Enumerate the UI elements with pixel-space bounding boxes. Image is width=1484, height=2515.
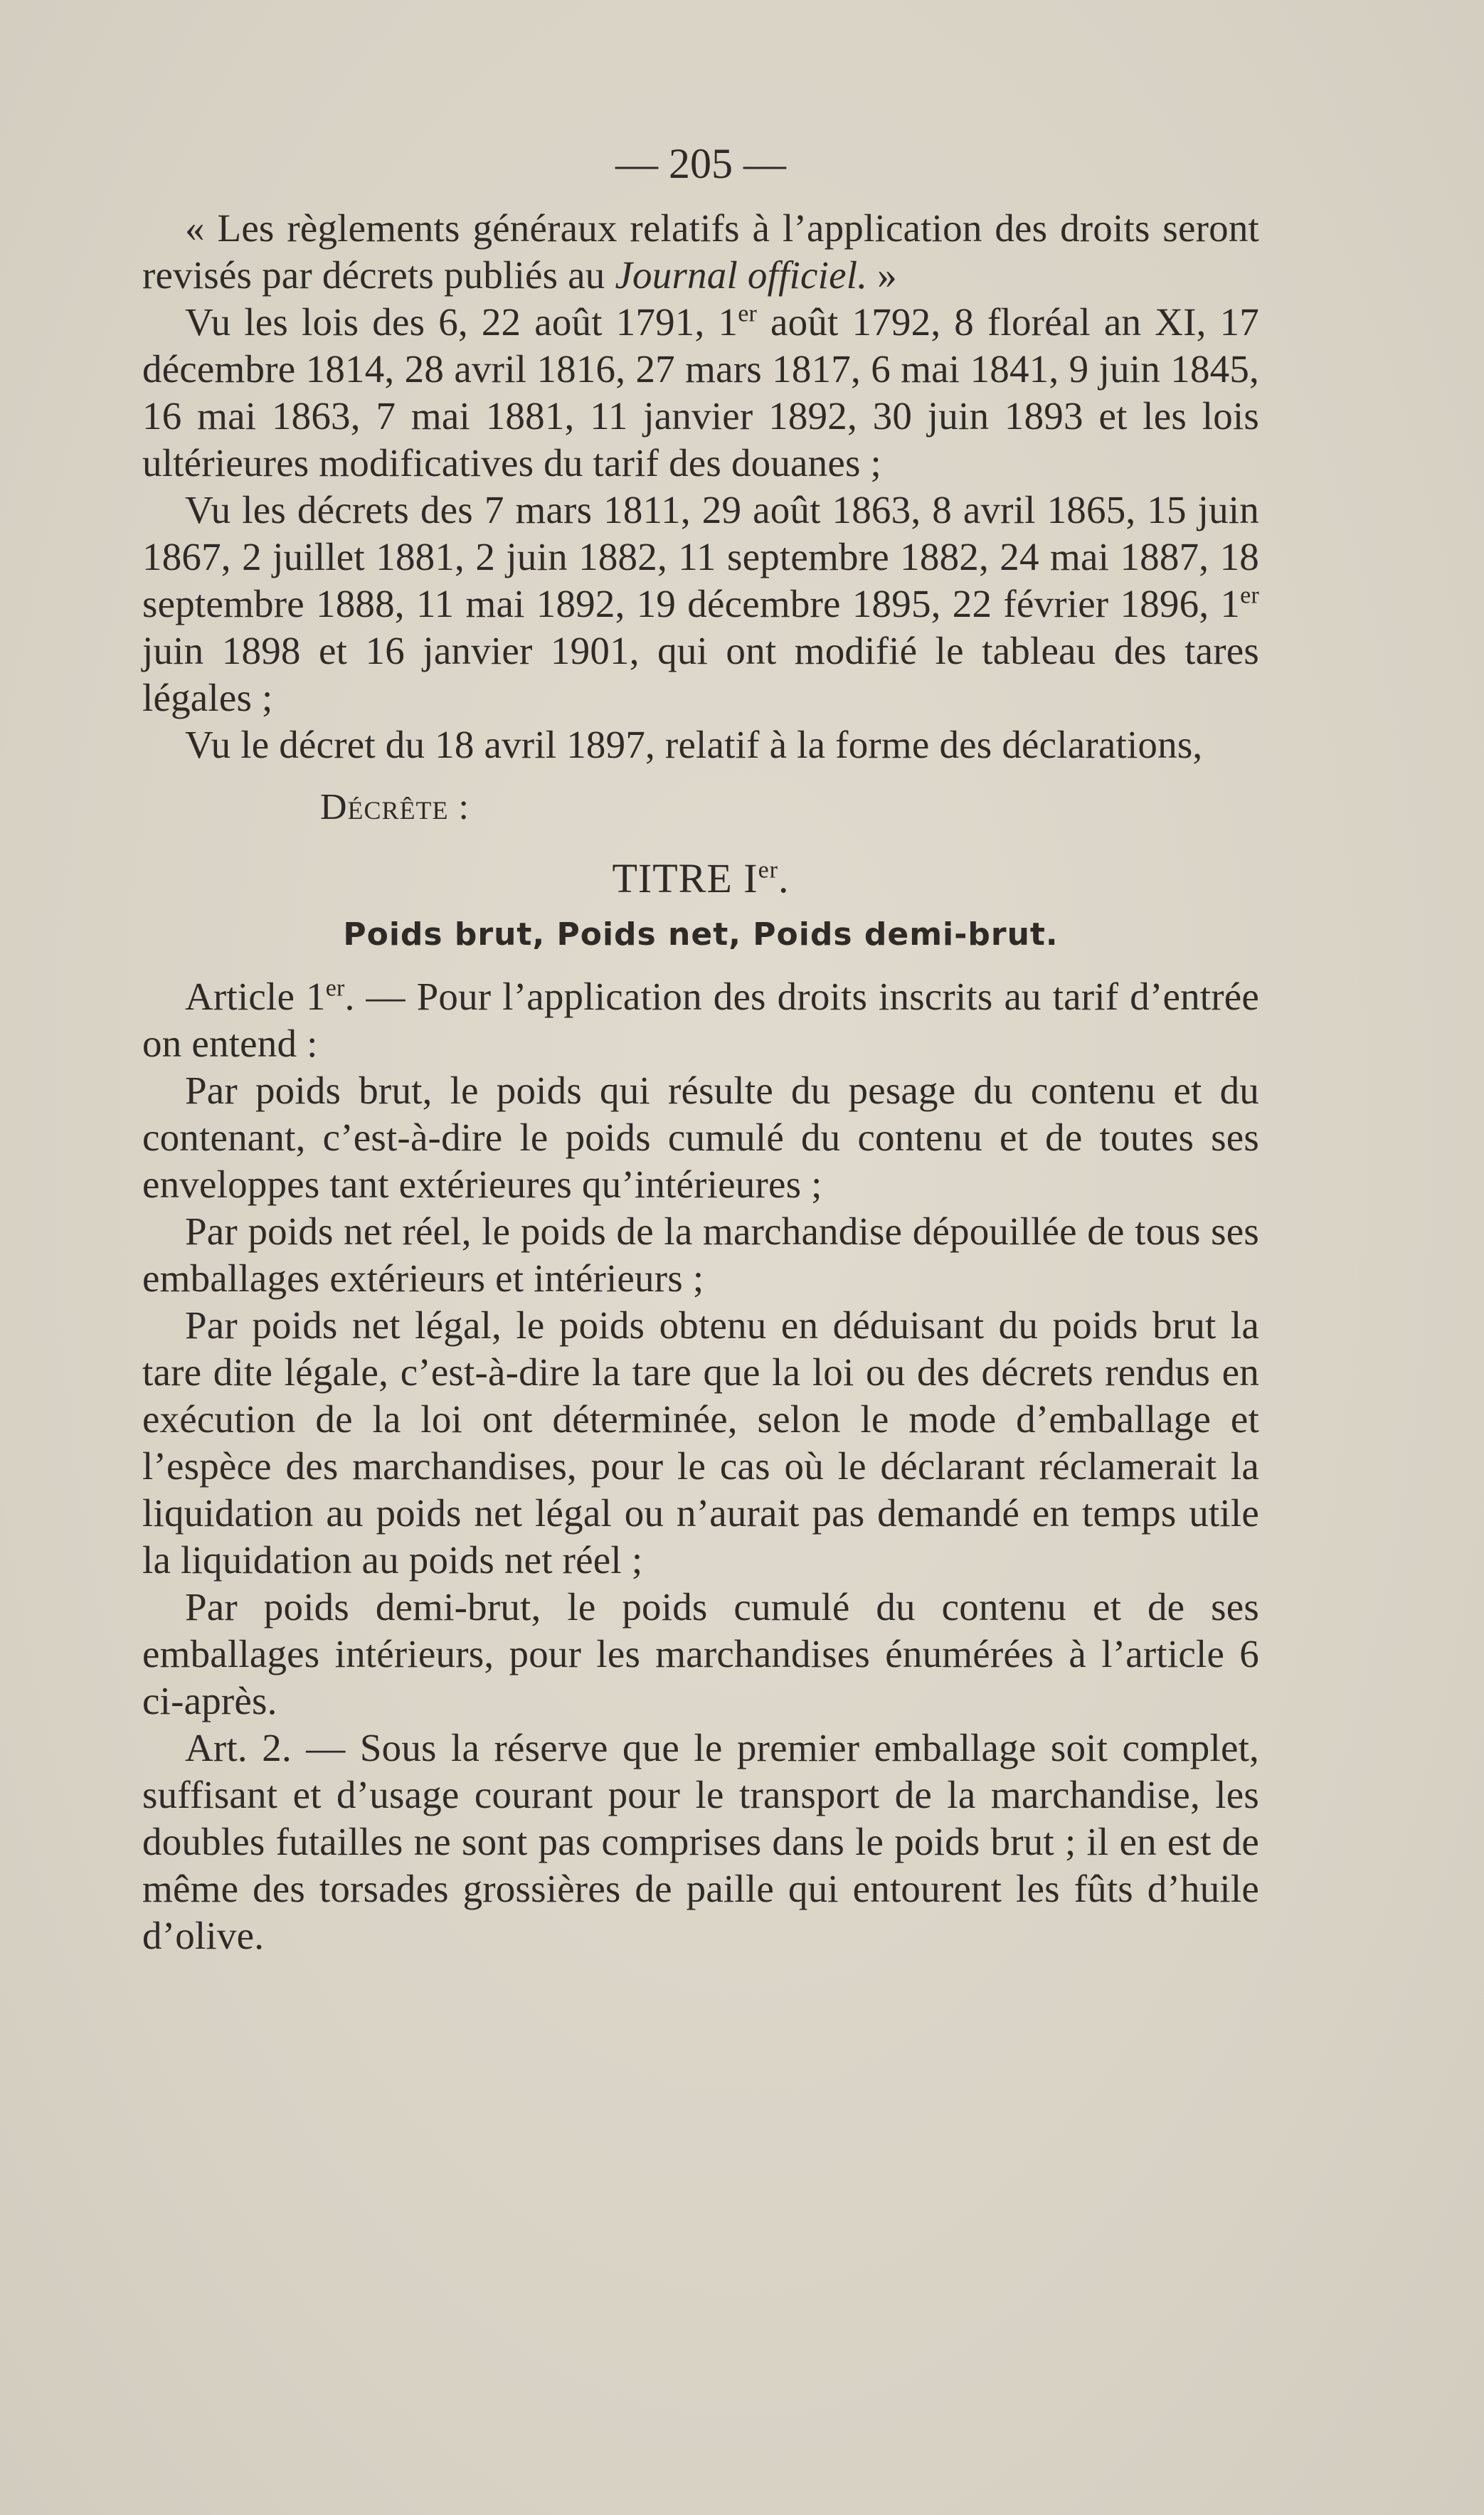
paragraph-poids-net-legal: Par poids net légal, le poids obtenu en déduisant du poids brut la tare dite légale, c’est-à-dire la tare que la loi ou des décrets rendus en exécution de la loi ont déterminée, selon le mode d’emballage et l’espèce des marchandises, pour le cas où le déclarant réclamerait la liquidation au poids net légal ou n’aurait pas demandé en temps utile la liquidation au poids net réel ; xyxy=(142,1303,1259,1582)
article-1: Article 1er. — Pour l’application des droits inscrits au tarif d’entrée on entend : xyxy=(142,975,1259,1065)
paragraph-vu-decret-1897: Vu le décret du 18 avril 1897, relatif à la forme des déclarations, xyxy=(185,723,1203,766)
page-number: — 205 — xyxy=(615,140,786,187)
paragraph-poids-brut: Par poids brut, le poids qui résulte du pesage du contenu et du contenant, c’est-à-dire le poids cumulé du contenu et de toutes ses enveloppes tant extérieures qu’intérieures ; xyxy=(142,1069,1259,1206)
paragraph-vu-decrets: Vu les décrets des 7 mars 1811, 29 août 1863, 8 avril 1865, 15 juin 1867, 2 juillet 1881, 2 juin 1882, 11 septembre 1882, 24 mai 1887, 18 septembre 1888, 11 mai 1892, 19 décembre 1895, 22 février 1896, 1er juin 1898 et 16 janvier 1901, qui ont modifié le tableau des tares légales ; xyxy=(142,488,1259,719)
titre-heading: TITRE Ier. xyxy=(612,855,790,901)
paragraph-poids-demi-brut: Par poids demi-brut, le poids cumulé du contenu et de ses emballages intérieurs, pour les marchandises énumérées à l’article 6 ci-après. xyxy=(142,1585,1259,1722)
paragraph-reglements: « Les règlements généraux relatifs à l’application des droits seront revisés par décrets publiés au Journal officiel. » xyxy=(142,206,1259,297)
article-2: Art. 2. — Sous la réserve que le premier emballage soit complet, suffisant et d’usage courant pour le transport de la marchandise, les doubles futailles ne sont pas comprises dans le poids brut ; il en est de même des torsades grossières de paille qui entourent les fûts d’huile d’olive. xyxy=(142,1726,1259,1957)
document-page xyxy=(142,142,1259,1959)
paragraph-poids-net-reel: Par poids net réel, le poids de la marchandise dépouillée de tous ses emballages extérieurs et intérieurs ; xyxy=(142,1209,1259,1300)
section-subtitle: Poids brut, Poids net, Poids demi-brut. xyxy=(343,916,1059,953)
decrete-heading: Décrête : xyxy=(320,787,470,827)
paragraph-vu-lois: Vu les lois des 6, 22 août 1791, 1er août 1792, 8 floréal an XI, 17 décembre 1814, 28 avril 1816, 27 mars 1817, 6 mai 1841, 9 juin 1845, 16 mai 1863, 7 mai 1881, 11 janvier 1892, 30 juin 1893 et les lois ultérieures modificatives du tarif des douanes ; xyxy=(142,300,1259,485)
journal-title: Journal officiel. xyxy=(615,253,868,297)
